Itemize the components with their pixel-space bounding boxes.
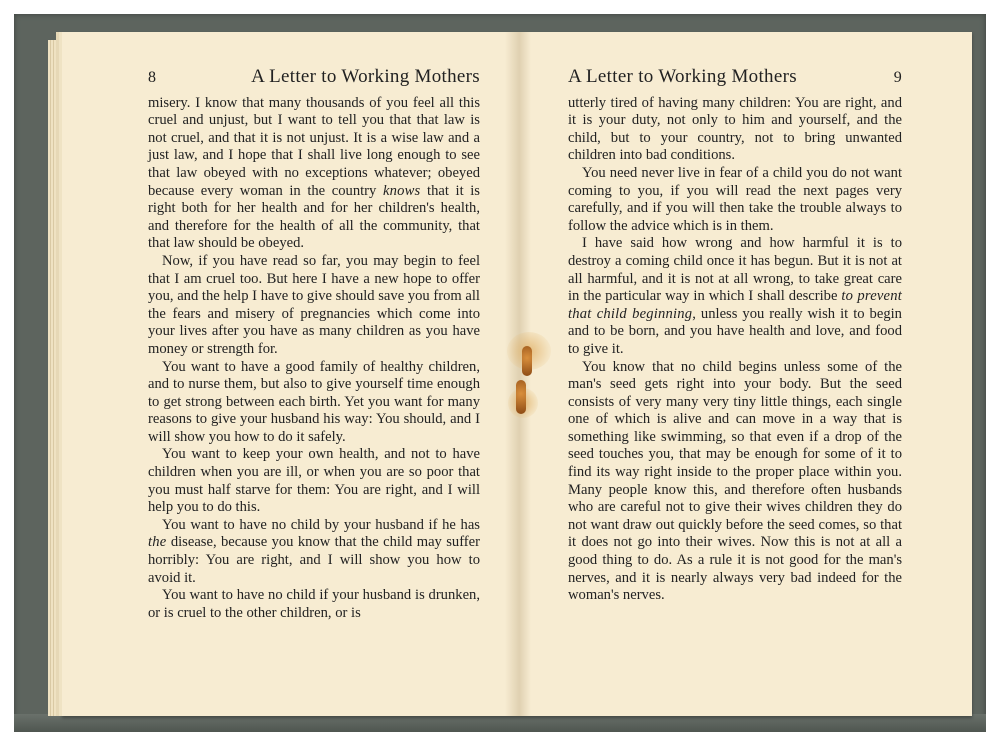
paragraph (148, 517, 480, 587)
left-page-body (148, 95, 480, 623)
paragraph (148, 446, 480, 516)
paragraph (148, 587, 480, 622)
italic-text: knows (382, 182, 421, 199)
paragraph-text: that it is right both for her health and for her children's health, and therefore for the health of all the community, that that law should be obeyed. (148, 182, 480, 252)
left-page-header (148, 68, 480, 87)
paragraph-text: misery. I know that many thousands of you feel all this cruel and unjust, but I want to tell you that that law is not cruel, and that it is not unjust. It is a wise law and a just law, and I hope that I shall live long enough to see that law obeyed with no exceptions whatever; obeyed because every woman in the country (148, 94, 480, 199)
paragraph-text: , unless you really wish it to begin and to be born, and you have health and love, and food to give it. (568, 305, 902, 357)
italic-text: to prevent that child beginning (568, 288, 902, 322)
staple-upper (522, 346, 532, 376)
italic-text: the (148, 534, 167, 551)
paragraph (568, 165, 902, 235)
paragraph (568, 359, 902, 605)
paragraph-text: Now, if you have read so far, you may begin to feel that I am cruel too. But here I have a new hope to offer you, and the help I have to give should save you from all the fears and misery of pregnancies which come into your lives after you have as many children as you have money or strength for. (148, 252, 480, 357)
paragraph-text: You want to have no child if your husband is drunken, or is cruel to the other children, or is (148, 587, 480, 621)
left-page (148, 68, 480, 622)
staple-lower (516, 380, 526, 414)
page-number: 8 (148, 69, 157, 86)
running-title: A Letter to Working Mothers (568, 66, 797, 87)
right-page (568, 68, 902, 605)
paragraph (148, 95, 480, 253)
paragraph (148, 359, 480, 447)
paragraph-text: You need never live in fear of a child you do not want coming to you, if you will read the next pages very carefully, and if you will then take the trouble always to follow the advice which is in them. (568, 164, 902, 234)
paragraph-text: disease, because you know that the child may suffer horribly: You are right, and I will show you how to avoid it. (148, 534, 480, 586)
running-title: A Letter to Working Mothers (251, 66, 480, 87)
right-page-body (568, 95, 902, 605)
paragraph-text: utterly tired of having many children: You are right, and it is your duty, not only to him and yourself, and the child, but to your country, not to bring unwanted children into bad conditions. (568, 94, 902, 164)
paragraph (568, 235, 902, 358)
paragraph (568, 95, 902, 165)
paragraph-text: I have said how wrong and how harmful it is to destroy a coming child once it has begun. But it is not at all harmful, and it is not at all wrong, to take great care in the particular way in which I shall describe (568, 235, 902, 305)
paragraph-text: You want to have no child by your husband if he has (162, 516, 480, 533)
paragraph-text: You know that no child begins unless some of the man's seed gets right into your body. But the seed consists of very many very tiny little things, each single one of which is alive and can move in a way that is something like swimming, so that even if a drop of the seed touches you, that may be enough for some of it to find its way right inside to the proper place within you. Many people know this, and therefore often husbands who are careful not to give their wives children they do not want draw out quickly before the seed comes, so that it does not go into their wives. Now this is not at all a good thing to do. As a rule it is not good for the man's nerves, and it is nearly always very bad indeed for the woman's nerves. (568, 358, 902, 604)
right-page-header (568, 68, 902, 87)
paragraph-text: You want to have a good family of healthy children, and to nurse them, but also to give yourself time enough to get strong between each birth. Yet you want for many reasons to give your husband his way: You should, and I will show you how to do it safely. (148, 358, 480, 445)
paragraph-text: You want to keep your own health, and not to have children when you are ill, or when you are so poor that you must half starve for them: You are right, and I will help you to do this. (148, 446, 480, 516)
paragraph (148, 253, 480, 359)
page-number: 9 (893, 69, 902, 86)
